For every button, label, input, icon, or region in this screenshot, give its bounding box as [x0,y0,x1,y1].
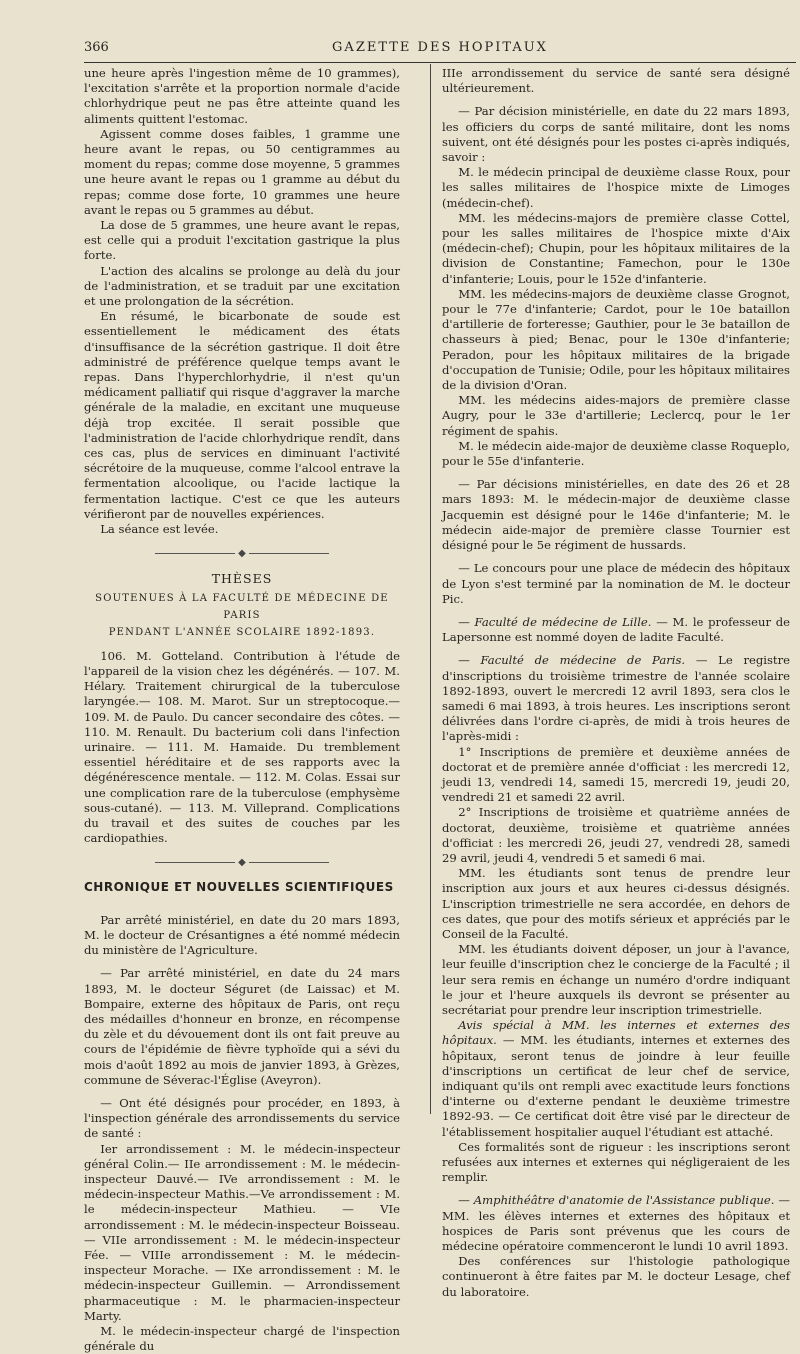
paragraph-text: — MM. les étudiants, internes et externes des hôpitaux, seront tenus de joindre à leur feuille d'inscriptions un certificat de leur chef de service, indiquant qu'ils ont rempli avec exactitude leurs fonctions d'interne ou d'externe pendant le deuxième trimestre 1892-93. — Ce certificat doit être visé par le directeur de l'établissement hospitalier auquel l'étudiant est attaché. [442,1033,790,1139]
paragraph: MM. les médecins-majors de première classe Cottel, pour les salles militaires de l'hospice mixte d'Aix (médecin-chef); Chupin, pour les hôpitaux militaires de la division de Constantine; Famechon, pour le 130e d'infanterie; Louis, pour le 152e d'infanterie. [442,210,790,286]
paragraph: — Par décision ministérielle, en date du 22 mars 1893, les officiers du corps de santé militaire, dont les noms suivent, ont été désignés pour les postes ci-après indiqués, savoir : [442,104,790,165]
section-ornament: ◆ [84,855,400,870]
paragraph: La séance est levée. [100,522,219,537]
theses-subheading: SOUTENUES À LA FACULTÉ DE MÉDECINE DE PARIS [95,592,389,621]
paragraph: une heure après l'ingestion même de 10 grammes), l'excitation s'arrête et la proportion normale d'acide chlorhydrique peut ne pas être atteinte quand les aliments quittent l'estomac. [84,66,400,126]
italic-lead: — Amphithéâtre d'anatomie de l'Assistance publique. [458,1193,775,1208]
italic-lead: — Faculté de médecine de Paris. [458,653,686,668]
paragraph: — Ont été désignés pour procéder, en 1893, à l'inspection générale des arrondissements du service de santé : [84,1095,400,1141]
paragraph: Ces formalités sont de rigueur : les inscriptions seront refusées aux internes et externes qui négligeraient de les remplir. [442,1139,790,1185]
left-column [84,66,400,1354]
paragraph: — Le concours pour une place de médecin des hôpitaux de Lyon s'est terminé par la nomination de M. le docteur Pic. [442,561,790,606]
paragraph: IIIe arrondissement du service de santé sera désigné ultérieurement. [442,66,790,96]
paragraph: En résumé, le bicarbonate de soude est essentiellement le médicament des états d'insuffisance de la sécrétion gastrique. Il doit être administré de préférence quelque temps avant le repas. Dans l'hyperchlorhydrie, il n'est qu'un médicament palliatif qui risque d'aggraver la marche générale de la maladie, en excitant une muqueuse déjà trop excitée. Il serait possible que l'administration de l'acide chlorhydrique rendît, dans ces cas, plus de services en diminuant l'activité sécrétoire de la muqueuse, comme l'alcool entrave la fermentation alcoolique, ou l'acide lactique la fermentation lactique. C'est ce que les auteurs vérifieront par de nouvelles expériences. [84,309,400,521]
paragraph [442,1193,790,1254]
paragraph: M. le médecin principal de deuxième classe Roux, pour les salles militaires de l'hospice mixte de Limoges (médecin-chef). [442,165,790,210]
paragraph: MM. les médecins aides-majors de première classe Augry, pour le 33e d'artillerie; Leclercq, pour le 1er régiment de spahis. [442,393,790,438]
paragraph: La dose de 5 grammes, une heure avant le repas, est celle qui a produit l'excitation gastrique la plus forte. [84,218,400,263]
paragraph: Des conférences sur l'histologie pathologique continueront à être faites par M. le docteur Lesage, chef du laboratoire. [442,1254,790,1299]
theses-subheading: PENDANT L'ANNÉE SCOLAIRE 1892-1893. [108,626,376,638]
italic-lead: Avis spécial à MM. les internes et externes des hôpitaux. [442,1018,790,1048]
paragraph-text: — M. le professeur de Lapersonne est nommé doyen de ladite Faculté. [442,614,791,645]
paragraph [442,615,790,645]
header-rule [84,62,796,63]
section-ornament: ◆ [84,546,400,561]
paragraph [442,653,790,744]
paragraph: MM. les étudiants doivent déposer, un jour à l'avance, leur feuille d'inscription chez le concierge de la Faculté ; il leur sera remis en échange un numéro d'ordre indiquant le jour et l'heure auxquels ils devront se présenter au secrétariat pour prendre leur inscription trimestrielle. [442,942,790,1017]
theses-heading: THÈSES [211,570,273,586]
paragraph-text: — MM. les élèves internes et externes des hôpitaux et hospices de Paris sont prévenus que les cours de médecine opératoire commenceront le lundi 10 avril 1893. [442,1193,790,1254]
paragraph: Agissent comme doses faibles, 1 gramme une heure avant le repas, ou 50 centigrammes au moment du repas; comme dose moyenne, 5 grammes une heure avant le repas ou 1 gramme au début du repas; comme dose forte, 10 grammes une heure avant le repas ou 5 grammes au début. [84,126,400,217]
paragraph: 2° Inscriptions de troisième et quatrième années de doctorat, deuxième, troisième et quatrième années d'officiat : les mercredi 26, jeudi 27, vendredi 28, samedi 29 avril, jeudi 4, vendredi 5 et samedi 6 mai. [442,805,790,865]
running-head: GAZETTE DES HOPITAUX [332,40,548,55]
page-header [84,40,796,60]
paragraph: MM. les étudiants sont tenus de prendre leur inscription aux jours et aux heures ci-dessus désignés. L'inscription trimestrielle ne sera accordée, en dehors de ces dates, que pour des motifs sérieux et appréciés par le Conseil de la Faculté. [442,866,790,941]
paragraph: L'action des alcalins se prolonge au delà du jour de l'administration, et se traduit par une excitation et une prolongation de la sécrétion. [84,263,400,309]
chronique-heading: CHRONIQUE ET NOUVELLES SCIENTIFIQUES [84,879,394,894]
paragraph: M. le médecin-inspecteur chargé de l'inspection générale du [84,1324,400,1354]
theses-list: 106. M. Gotteland. Contribution à l'étude de l'appareil de la vision chez les dégénérés. — 107. M. Hélary. Traitement chirurgical de la tuberculose laryngée.— 108. M. Marot. Sur un streptocoque.— 109. M. de Paulo. Du cancer secondaire des côtes. — 110. M. Renault. Du bacterium coli dans l'infection urinaire. — 111. M. Hamaide. Du tremblement essentiel héréditaire et de ses rapports avec la dégénérescence mentale. — 112. M. Colas. Essai sur une complication rare de la tuberculose (emphysème sous-cutané). — 113. M. Villeprand. Complications du travail et des suites de couches par les cardiopathies. [84,648,400,846]
paragraph-text: — Le registre d'inscriptions du troisième trimestre de l'année scolaire 1892-1893, ouvert le mercredi 12 avril 1893, sera clos le samedi 6 mai 1893, à trois heures. Les inscriptions seront délivrées dans l'ordre ci-après, de midi à trois heures de l'après-midi : [442,653,790,744]
paragraph: MM. les médecins-majors de deuxième classe Grognot, pour le 77e d'infanterie; Cardot, pour le 10e bataillon d'artillerie de forteresse; Gauthier, pour le 3e bataillon de chasseurs à pied; Benac, pour le 130e d'infanterie; Peradon, pour les hôpitaux militaires de la brigade d'occupation de Tunisie; Odile, pour les hôpitaux militaires de la division d'Oran. [442,286,790,393]
italic-lead: — Faculté de médecine de Lille. [458,614,652,629]
paragraph: — Par arrêté ministériel, en date du 24 mars 1893, M. le docteur Séguret (de Laissac) et M. Bompaire, externe des hôpitaux de Paris, ont reçu des médailles d'honneur en bronze, en récompense du zèle et du dévouement dont ils ont fait preuve au cours de l'épidémie de fièvre typhoïde qui a sévi du mois d'août 1892 au mois de janvier 1893, à Grèzes, commune de Séverac-l'Église (Aveyron). [84,966,400,1087]
paragraph: Par arrêté ministériel, en date du 20 mars 1893, M. le docteur de Crésantignes a été nommé médecin du ministère de l'Agriculture. [84,912,400,958]
column-divider [430,64,431,1114]
page-number: 366 [84,40,109,55]
paragraph: 1° Inscriptions de première et deuxième années de doctorat et de première année d'officiat : les mercredi 12, jeudi 13, vendredi 14, samedi 15, mercredi 19, jeudi 20, vendredi 21 et samedi 22 avril. [442,744,790,805]
right-column [442,66,790,1300]
paragraph: Ier arrondissement : M. le médecin-inspecteur général Colin.— IIe arrondissement : M. le médecin-inspecteur Dauvé.— IVe arrondissement : M. le médecin-inspecteur Mathis.—Ve arrondissement : M. le médecin-inspecteur Mathieu. — VIe arrondissement : M. le médecin-inspecteur Boisseau. — VIIe arrondissement : M. le médecin-inspecteur Fée. — VIIIe arrondissement : M. le médecin-inspecteur Morache. — IXe arrondissement : M. le médecin-inspecteur Guillemin. — Arrondissement pharmaceutique : M. le pharmacien-inspecteur Marty. [84,1141,400,1323]
paragraph: M. le médecin aide-major de deuxième classe Roqueplo, pour le 55e d'infanterie. [442,438,790,469]
paragraph [442,1018,790,1140]
paragraph: — Par décisions ministérielles, en date des 26 et 28 mars 1893: M. le médecin-major de deuxième classe Jacquemin est désigné pour le 146e d'infanterie; M. le médecin aide-major de première classe Tournier est désigné pour le 5e régiment de hussards. [442,477,790,553]
